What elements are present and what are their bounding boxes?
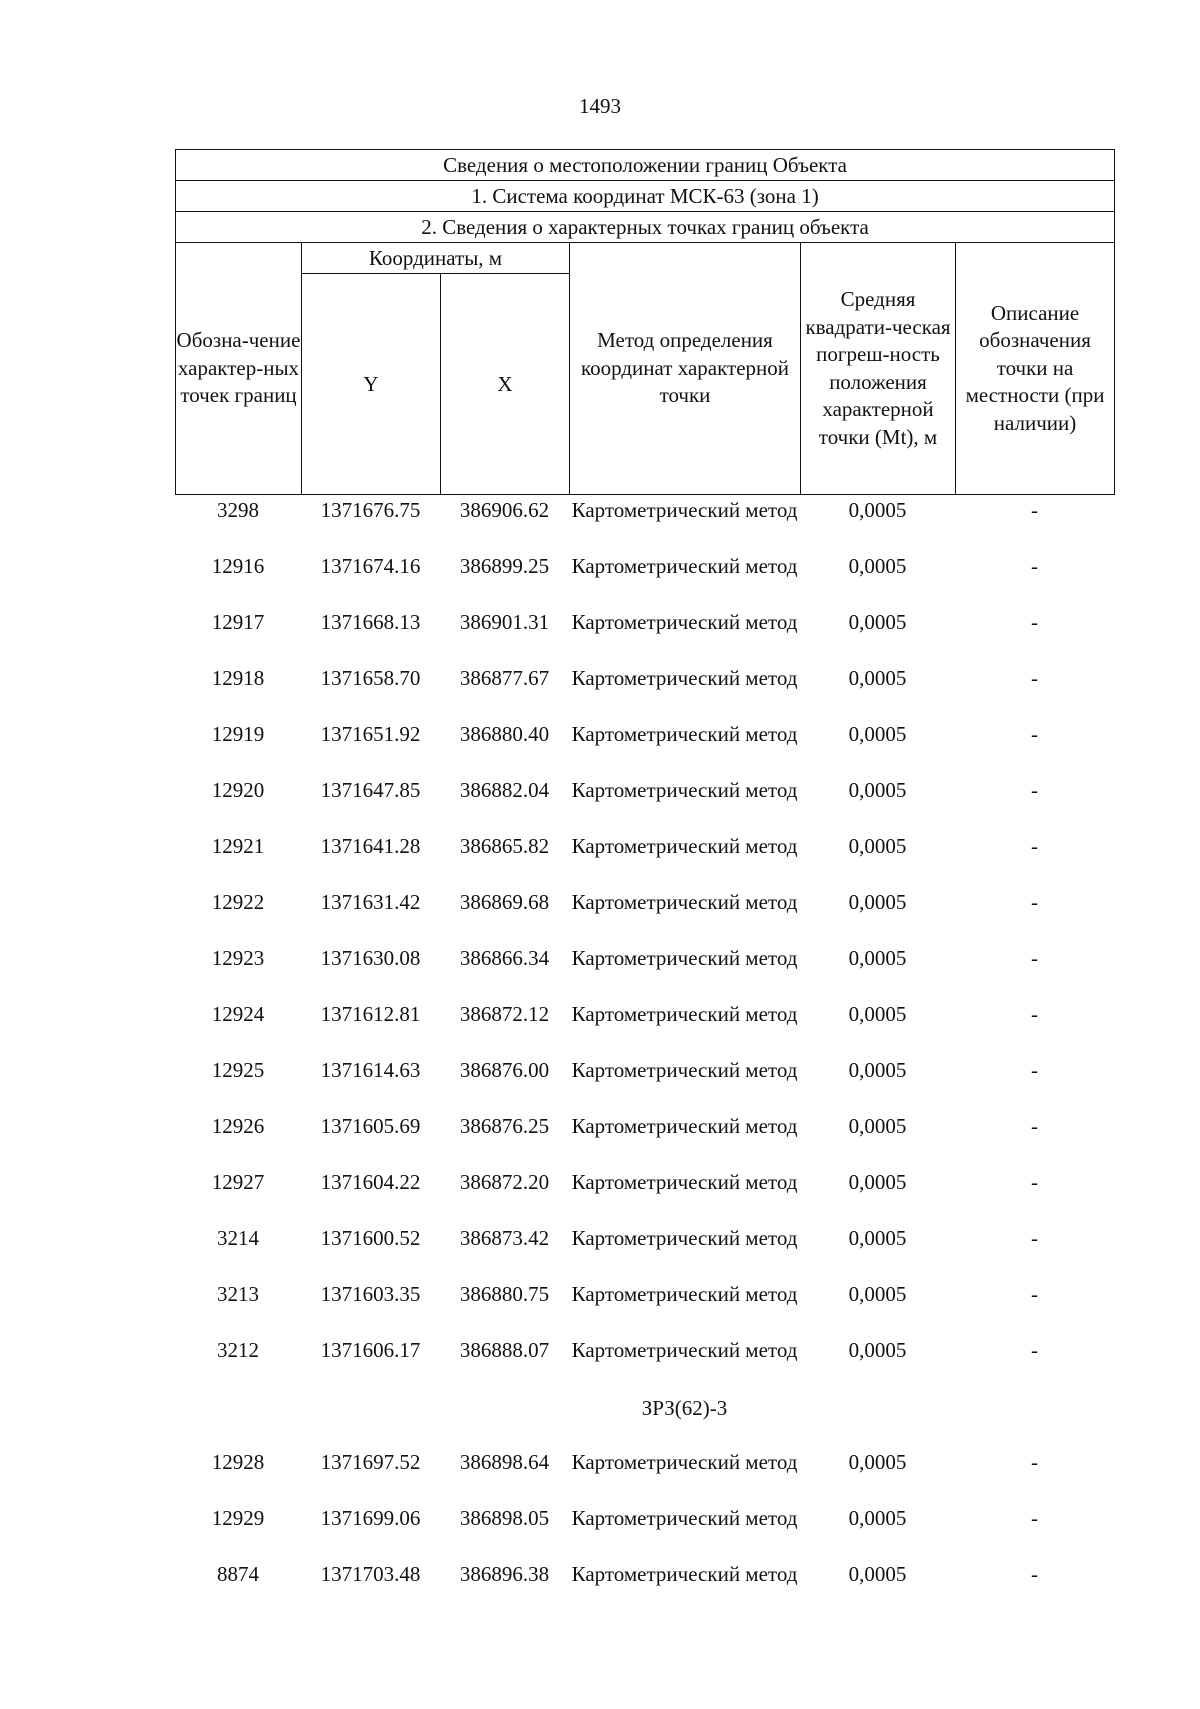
mean-error: 0,0005 (848, 1170, 907, 1194)
point-id: 12919 (211, 722, 265, 746)
table-row (175, 946, 1114, 1002)
method: Картометрический метод (571, 778, 798, 802)
coord-x: 386901.31 (459, 610, 550, 634)
method: Картометрический метод (571, 1506, 798, 1530)
coord-x: 386876.25 (459, 1114, 550, 1138)
method: Картометрический метод (571, 946, 798, 970)
description: - (1031, 1338, 1038, 1362)
point-id: 3214 (217, 1226, 259, 1250)
point-id: 3298 (217, 498, 259, 522)
mean-error: 0,0005 (848, 1226, 907, 1250)
coord-x: 386906.62 (459, 498, 550, 522)
table-row (175, 1114, 1114, 1170)
point-id: 12921 (211, 834, 265, 858)
description: - (1031, 1562, 1038, 1586)
mean-error: 0,0005 (848, 610, 907, 634)
point-id: 3213 (217, 1282, 259, 1306)
coord-y: 1371614.63 (320, 1058, 421, 1082)
description: - (1031, 1282, 1038, 1306)
point-id: 12928 (211, 1450, 265, 1474)
description: - (1031, 722, 1038, 746)
page-number: 1493 (579, 94, 621, 118)
mean-error: 0,0005 (848, 1114, 907, 1138)
point-id: 12925 (211, 1058, 265, 1082)
col-header-y: Y (302, 274, 441, 495)
table-row (175, 722, 1114, 778)
description: - (1031, 1226, 1038, 1250)
coord-x: 386869.68 (459, 890, 550, 914)
point-id: 12922 (211, 890, 265, 914)
table-row (175, 1562, 1114, 1618)
coord-y: 1371647.85 (320, 778, 421, 802)
mean-error: 0,0005 (848, 498, 907, 522)
coord-y: 1371668.13 (320, 610, 421, 634)
description: - (1031, 498, 1038, 522)
coord-y: 1371697.52 (320, 1450, 421, 1474)
coord-x: 386899.25 (459, 554, 550, 578)
method: Картометрический метод (571, 498, 798, 522)
method: Картометрический метод (571, 1170, 798, 1194)
mean-error: 0,0005 (848, 1450, 907, 1474)
description: - (1031, 610, 1038, 634)
table-row (175, 554, 1114, 610)
point-id: 3212 (217, 1338, 259, 1362)
coord-y: 1371651.92 (320, 722, 421, 746)
coord-x: 386898.05 (459, 1506, 550, 1530)
table-row (175, 890, 1114, 946)
table-row (175, 1170, 1114, 1226)
table-row (175, 610, 1114, 666)
col-header-point-id: Обозна-чение характер-ных точек границ (176, 243, 302, 495)
point-id: 12920 (211, 778, 265, 802)
point-id: 12924 (211, 1002, 265, 1026)
point-id: 12923 (211, 946, 265, 970)
coord-y: 1371630.08 (320, 946, 421, 970)
mean-error: 0,0005 (848, 1562, 907, 1586)
table-row (175, 1506, 1114, 1562)
method: Картометрический метод (571, 890, 798, 914)
table-row (175, 1058, 1114, 1114)
method: Картометрический метод (571, 666, 798, 690)
section-b-title (175, 1394, 1114, 1450)
method: Картометрический метод (571, 1114, 798, 1138)
description: - (1031, 666, 1038, 690)
table-row (175, 1282, 1114, 1338)
mean-error: 0,0005 (848, 1506, 907, 1530)
coord-y: 1371604.22 (320, 1170, 421, 1194)
mean-error: 0,0005 (848, 1282, 907, 1306)
table-row (175, 1002, 1114, 1058)
coord-y: 1371676.75 (320, 498, 421, 522)
coord-y: 1371658.70 (320, 666, 421, 690)
coord-x: 386880.40 (459, 722, 550, 746)
coord-y: 1371603.35 (320, 1282, 421, 1306)
table-row (175, 834, 1114, 890)
method: Картометрический метод (571, 1450, 798, 1474)
point-id: 12929 (211, 1506, 265, 1530)
rows-group-b (175, 1450, 1114, 1618)
coord-x: 386872.12 (459, 1002, 550, 1026)
method: Картометрический метод (571, 1058, 798, 1082)
table-row (175, 1450, 1114, 1506)
method: Картометрический метод (571, 1226, 798, 1250)
coord-y: 1371631.42 (320, 890, 421, 914)
description: - (1031, 554, 1038, 578)
point-id: 8874 (217, 1562, 259, 1586)
description: - (1031, 1114, 1038, 1138)
coord-x: 386888.07 (459, 1338, 550, 1362)
col-header-error: Средняя квадрати-ческая погреш-ность положения характерной точки (Mt), м (801, 243, 956, 495)
description: - (1031, 1450, 1038, 1474)
col-header-method: Метод определения координат характерной точки (570, 243, 801, 495)
method: Картометрический метод (571, 1002, 798, 1026)
table-row (175, 666, 1114, 722)
section-heading: 2. Сведения о характерных точках границ объекта (176, 212, 1115, 243)
mean-error: 0,0005 (848, 1338, 907, 1362)
mean-error: 0,0005 (848, 554, 907, 578)
coord-x: 386873.42 (459, 1226, 550, 1250)
point-id: 12918 (211, 666, 265, 690)
coordinate-system: 1. Система координат МСК-63 (зона 1) (176, 181, 1115, 212)
coord-x: 386866.34 (459, 946, 550, 970)
coord-x: 386896.38 (459, 1562, 550, 1586)
table-row (175, 1226, 1114, 1282)
coord-y: 1371612.81 (320, 1002, 421, 1026)
description: - (1031, 946, 1038, 970)
mean-error: 0,0005 (848, 666, 907, 690)
method: Картометрический метод (571, 1338, 798, 1362)
coord-x: 386880.75 (459, 1282, 550, 1306)
description: - (1031, 1002, 1038, 1026)
mean-error: 0,0005 (848, 946, 907, 970)
mean-error: 0,0005 (848, 1002, 907, 1026)
method: Картометрический метод (571, 1282, 798, 1306)
coord-y: 1371606.17 (320, 1338, 421, 1362)
coord-x: 386898.64 (459, 1450, 550, 1474)
coord-x: 386877.67 (459, 666, 550, 690)
table-title: Сведения о местоположении границ Объекта (176, 150, 1115, 181)
header-table (175, 149, 1115, 495)
coord-x: 386882.04 (459, 778, 550, 802)
mean-error: 0,0005 (848, 890, 907, 914)
mean-error: 0,0005 (848, 778, 907, 802)
description: - (1031, 778, 1038, 802)
coord-x: 386865.82 (459, 834, 550, 858)
coord-y: 1371674.16 (320, 554, 421, 578)
col-header-description: Описание обозначения точки на местности (при наличии) (956, 243, 1115, 495)
description: - (1031, 890, 1038, 914)
table-row (175, 498, 1114, 554)
table-row (175, 778, 1114, 834)
coord-y: 1371703.48 (320, 1562, 421, 1586)
col-header-x: X (441, 274, 570, 495)
point-id: 12916 (211, 554, 265, 578)
point-id: 12917 (211, 610, 265, 634)
description: - (1031, 834, 1038, 858)
table-row (175, 1338, 1114, 1394)
method: Картометрический метод (571, 610, 798, 634)
method: Картометрический метод (571, 834, 798, 858)
coord-y: 1371699.06 (320, 1506, 421, 1530)
method: Картометрический метод (571, 1562, 798, 1586)
section-b-title-text: ЗРЗ(62)-3 (641, 1396, 728, 1420)
coord-y: 1371641.28 (320, 834, 421, 858)
rows-group-a (175, 498, 1114, 1394)
mean-error: 0,0005 (848, 722, 907, 746)
method: Картометрический метод (571, 722, 798, 746)
description: - (1031, 1170, 1038, 1194)
description: - (1031, 1506, 1038, 1530)
point-id: 12927 (211, 1170, 265, 1194)
description: - (1031, 1058, 1038, 1082)
points-table-body (175, 498, 1114, 1618)
col-header-coordinates: Координаты, м (302, 243, 570, 274)
method: Картометрический метод (571, 554, 798, 578)
coord-x: 386876.00 (459, 1058, 550, 1082)
coord-x: 386872.20 (459, 1170, 550, 1194)
coord-y: 1371605.69 (320, 1114, 421, 1138)
coord-y: 1371600.52 (320, 1226, 421, 1250)
point-id: 12926 (211, 1114, 265, 1138)
mean-error: 0,0005 (848, 834, 907, 858)
mean-error: 0,0005 (848, 1058, 907, 1082)
